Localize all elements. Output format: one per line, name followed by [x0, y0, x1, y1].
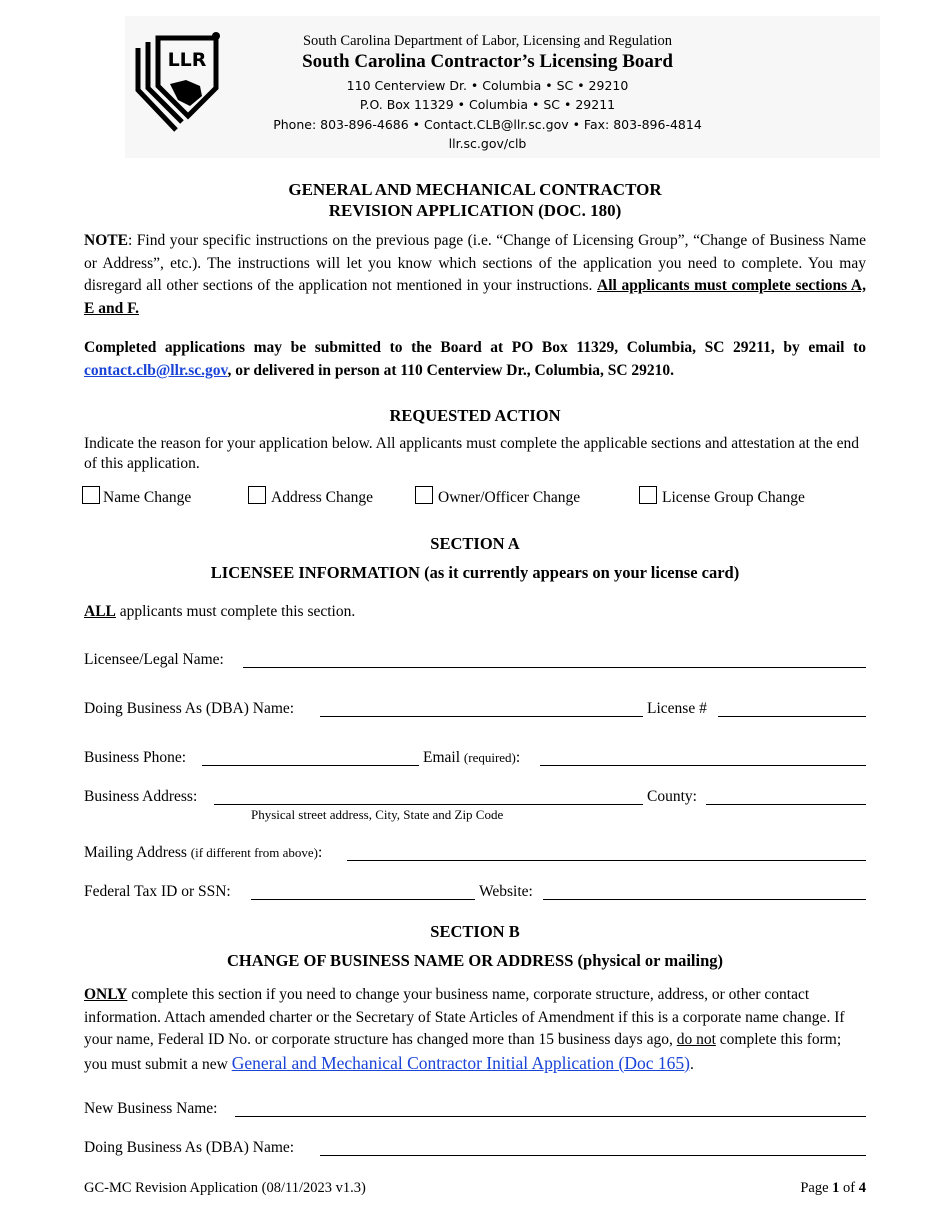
section-b-text-2: complete this form; you must submit a new — [84, 1031, 842, 1073]
form-title-line2: REVISION APPLICATION (DOC. 180) — [328, 201, 622, 220]
tax-id-field[interactable] — [251, 899, 475, 900]
department-name: South Carolina Department of Labor, Licensing and Regulation — [302, 33, 673, 49]
mailing-address-note: (if different from above) — [190, 845, 318, 860]
section-b-text-3: . — [689, 1055, 694, 1073]
note-emphasis: All applicants must complete sections A, E and F. — [84, 277, 867, 317]
submission-text-2: , or delivered in person at 110 Centerview Dr., Columbia, SC 29210. — [227, 361, 675, 379]
website-label: Website: — [479, 883, 533, 900]
legal-name-field[interactable] — [243, 667, 866, 668]
new-dba-name-field[interactable] — [320, 1155, 866, 1156]
page-of: of — [839, 1180, 859, 1196]
email-field[interactable] — [540, 765, 866, 766]
board-name: South Carolina Contractor’s Licensing Board — [302, 51, 673, 72]
mailing-address-label — [84, 844, 322, 862]
section-a-intro — [84, 603, 355, 621]
section-b-subheading: CHANGE OF BUSINESS NAME OR ADDRESS (physical or mailing) — [227, 951, 723, 970]
form-version: GC-MC Revision Application (08/11/2023 v1.3) — [84, 1180, 366, 1196]
county-label: County: — [647, 788, 697, 805]
total-pages: 4 — [858, 1180, 866, 1196]
business-phone-label: Business Phone: — [84, 749, 187, 766]
form-title-line1: GENERAL AND MECHANICAL CONTRACTOR — [288, 180, 662, 199]
business-phone-field[interactable] — [202, 765, 419, 766]
email-label-text: Email — [423, 749, 461, 766]
mailing-address-colon: : — [317, 844, 323, 861]
submission-text-1: Completed applications may be submitted to the Board at PO Box 11329, Columbia, SC 29211, by email to — [84, 339, 866, 356]
initial-application-link[interactable]: General and Mechanical Contractor Initial Application (Doc 165) — [231, 1052, 690, 1073]
board-email-link[interactable]: contact.clb@llr.sc.gov — [84, 361, 228, 379]
board-website: llr.sc.gov/clb — [448, 136, 527, 151]
current-page: 1 — [832, 1180, 840, 1196]
section-b-paragraph — [84, 984, 866, 1076]
note-text: : Find your specific instructions on the previous page (i.e. “Change of Licensing Group”, “Change of Business Name or Address”, etc.). The instructions will let you know which sections of the application you need to complete. You may disregard all other sections of the application not mentioned in your instructions. — [84, 232, 866, 294]
section-a-intro-text: applicants must complete this section. — [115, 603, 356, 620]
email-label-colon: : — [515, 749, 521, 766]
note-paragraph — [84, 230, 866, 320]
business-address-label: Business Address: — [84, 788, 198, 805]
county-field[interactable] — [706, 804, 866, 805]
llr-logo — [130, 30, 226, 142]
license-group-change-label: License Group Change — [662, 489, 805, 506]
requested-action-instructions: Indicate the reason for your application below. All applicants must complete the applicable sections and attestation at the end of this application. — [84, 435, 860, 472]
section-b-heading: SECTION B — [430, 922, 520, 941]
section-a-subheading: LICENSEE INFORMATION (as it currently appears on your license card) — [210, 563, 740, 582]
owner-officer-change-label: Owner/Officer Change — [438, 489, 581, 506]
page-number — [800, 1180, 866, 1197]
new-dba-name-label: Doing Business As (DBA) Name: — [84, 1139, 295, 1156]
tax-id-label: Federal Tax ID or SSN: — [84, 883, 231, 900]
email-required-note: (required) — [463, 750, 516, 765]
name-change-label: Name Change — [103, 489, 192, 506]
license-number-label: License # — [647, 700, 707, 717]
requested-action-heading: REQUESTED ACTION — [389, 406, 561, 425]
name-change-checkbox[interactable] — [82, 486, 100, 504]
section-b-text-1: complete this section if you need to change your business name, corporate structure, address, or other contact information. Attach amended charter or the Secretary of State Articles of Amendment if this is a corporate name change. If your name, Federal ID No. or corporate structure has changed more than 15 business days ago, — [84, 986, 845, 1048]
page-label: Page — [800, 1180, 833, 1196]
submission-paragraph — [84, 337, 866, 382]
email-label — [423, 749, 520, 767]
dba-name-label: Doing Business As (DBA) Name: — [84, 700, 295, 717]
board-address: 110 Centerview Dr. • Columbia • SC • 29210 — [346, 78, 629, 93]
license-group-change-checkbox[interactable] — [639, 486, 657, 504]
section-b-only: ONLY — [84, 986, 128, 1003]
mailing-address-field[interactable] — [347, 860, 866, 861]
board-po-box: P.O. Box 11329 • Columbia • SC • 29211 — [359, 97, 616, 112]
logo-text: LLR — [167, 49, 207, 71]
new-business-name-field[interactable] — [235, 1116, 866, 1117]
note-label: NOTE — [84, 232, 128, 249]
address-change-checkbox[interactable] — [248, 486, 266, 504]
website-field[interactable] — [543, 899, 866, 900]
section-b-do-not: do not — [676, 1031, 716, 1048]
board-contact: Phone: 803-896-4686 • Contact.CLB@llr.sc.gov • Fax: 803-896-4814 — [273, 117, 702, 132]
address-change-label: Address Change — [271, 489, 374, 506]
new-business-name-label: New Business Name: — [84, 1100, 218, 1117]
dba-name-field[interactable] — [320, 716, 643, 717]
owner-officer-change-checkbox[interactable] — [415, 486, 433, 504]
legal-name-label: Licensee/Legal Name: — [84, 651, 224, 668]
license-number-field[interactable] — [718, 716, 866, 717]
business-address-hint: Physical street address, City, State and Zip Code — [251, 807, 504, 822]
business-address-field[interactable] — [214, 804, 643, 805]
section-a-heading: SECTION A — [430, 534, 520, 553]
section-a-intro-emphasis: ALL — [84, 603, 116, 620]
mailing-address-label-text: Mailing Address — [84, 844, 187, 861]
